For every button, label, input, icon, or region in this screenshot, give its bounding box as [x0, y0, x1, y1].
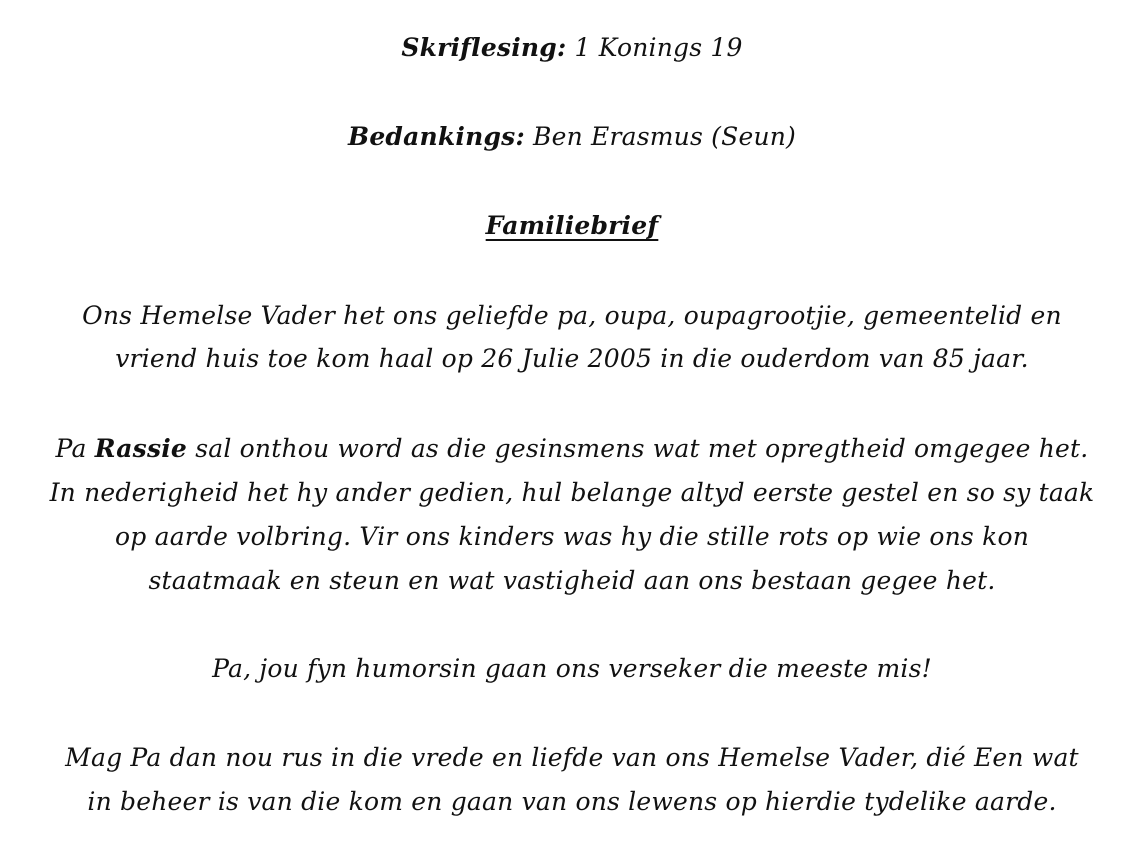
reading-value: 1 Konings 19 — [574, 33, 743, 62]
paragraph3-line1: Pa, jou fyn humorsin gaan ons verseker die meeste mis! — [212, 654, 932, 683]
thanks-label: Bedankings: — [348, 122, 525, 151]
paragraph2-line1 — [0, 431, 1144, 467]
paragraph2-suffix: sal onthou word as die gesinsmens wat met opregtheid omgegee het. — [195, 434, 1089, 463]
paragraph1-line1: Ons Hemelse Vader het ons geliefde pa, oupa, oupagrootjie, gemeentelid en — [82, 301, 1062, 330]
paragraph2-line4: staatmaak en steun en wat vastigheid aan ons bestaan gegee het. — [148, 566, 996, 595]
letter-title: Familiebrief — [485, 211, 659, 240]
paragraph4-line2: in beheer is van die kom en gaan van ons lewens op hierdie tydelike aarde. — [87, 787, 1057, 816]
reading-label: Skriflesing: — [401, 33, 567, 62]
letter-title-line — [0, 208, 1144, 244]
paragraph2-line3: op aarde volbring. Vir ons kinders was hy die stille rots op wie ons kon — [114, 522, 1030, 551]
thanks-value: Ben Erasmus (Seun) — [533, 122, 796, 151]
person-name: Rassie — [94, 434, 188, 463]
paragraph2-line2: In nederigheid het hy ander gedien, hul belange altyd eerste gestel en so sy taak — [49, 478, 1095, 507]
reading-line — [0, 30, 1144, 66]
paragraph4-line1: Mag Pa dan nou rus in die vrede en liefde van ons Hemelse Vader, dié Een wat — [65, 743, 1079, 772]
paragraph1-line2: vriend huis toe kom haal op 26 Julie 2005 in die ouderdom van 85 jaar. — [115, 344, 1029, 373]
thanks-line — [0, 119, 1144, 155]
paragraph2-prefix: Pa — [55, 434, 87, 463]
